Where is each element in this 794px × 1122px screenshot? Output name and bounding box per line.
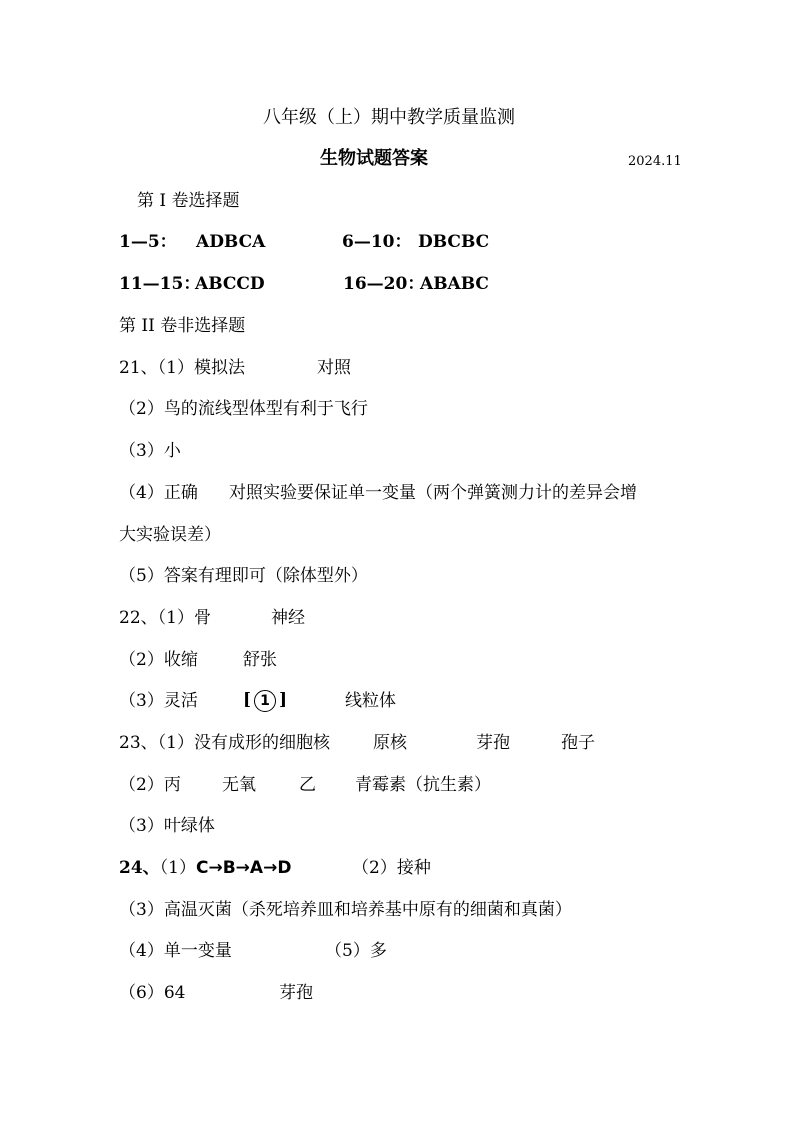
mc-range-label: 1—5： <box>119 232 177 252</box>
page-title: 八年级（上）期中教学质量监测 <box>263 107 515 128</box>
mc-answers: ADBCA <box>196 232 266 252</box>
mc-range-label: 16—20： <box>343 274 425 294</box>
question-number: 22、 <box>119 608 158 628</box>
answer-text: （2）接种 <box>352 858 431 878</box>
answer-text: （2）鸟的流线型体型有利于飞行 <box>119 399 368 419</box>
question-22-line-1 <box>119 607 211 629</box>
answer-text: （1）没有成形的细胞核 <box>157 733 330 753</box>
answer-text: （1）模拟法 <box>157 358 245 378</box>
mc-range-label: 11—15： <box>119 274 201 294</box>
mc-answers: ABCCD <box>195 274 265 294</box>
answer-text: 舒张 <box>243 650 277 670</box>
page-subtitle: 生物试题答案 <box>320 148 428 169</box>
mc-range-label: 6—10： <box>342 232 412 252</box>
answer-text: 神经 <box>271 608 305 628</box>
question-number: 23、 <box>119 733 158 753</box>
answer-text: （1）骨 <box>157 608 211 628</box>
question-number: 21、 <box>119 358 158 378</box>
answer-text: （5）多 <box>325 941 387 961</box>
exam-date: 2024.11 <box>628 154 682 169</box>
answer-text: （3）灵活 <box>119 691 198 711</box>
bracket-close: ] <box>279 690 288 710</box>
answer-text: （4）正确 <box>119 483 198 503</box>
bracket-open: [ <box>243 690 252 710</box>
answer-text: （2）丙 <box>119 775 181 795</box>
answer-text: （2）收缩 <box>119 650 198 670</box>
answer-text: 乙 <box>299 775 316 795</box>
answer-text: 线粒体 <box>345 691 396 711</box>
answer-text: 原核 <box>373 733 407 753</box>
answer-text: 芽孢 <box>279 983 313 1003</box>
question-number: 24、 <box>119 858 160 878</box>
mc-answers: ABABC <box>420 274 489 294</box>
answer-text: 对照实验要保证单一变量（两个弹簧测力计的差异会增 <box>229 483 637 503</box>
answer-text: （6）64 <box>119 983 186 1003</box>
answer-text: （1） <box>159 858 196 878</box>
part2-heading: 第 II 卷非选择题 <box>119 316 246 336</box>
part1-heading: 第 I 卷选择题 <box>137 191 240 211</box>
answer-text: （4）单一变量 <box>119 941 232 961</box>
mc-row <box>119 231 177 253</box>
circled-number: 1 <box>254 690 276 712</box>
answer-text: （3）小 <box>119 441 181 461</box>
mc-answers: DBCBC <box>418 232 490 252</box>
answer-text: 无氧 <box>222 775 256 795</box>
question-24-line-1 <box>119 857 291 879</box>
question-23-line-1 <box>119 732 330 754</box>
answer-text: （5）答案有理即可（除体型外） <box>119 566 368 586</box>
answer-text: 孢子 <box>561 733 595 753</box>
answer-text: 对照 <box>317 358 351 378</box>
process-chain: C→B→A→D <box>196 858 292 878</box>
question-21-line-1 <box>119 357 245 379</box>
answer-text: （3）叶绿体 <box>119 816 215 836</box>
answer-text: （3）高温灭菌（杀死培养皿和培养基中原有的细菌和真菌） <box>119 900 572 920</box>
answer-text: 青霉素（抗生素） <box>355 775 491 795</box>
structure-label <box>243 689 287 712</box>
answer-text: 大实验误差） <box>119 525 221 545</box>
answer-text: 芽孢 <box>476 733 510 753</box>
